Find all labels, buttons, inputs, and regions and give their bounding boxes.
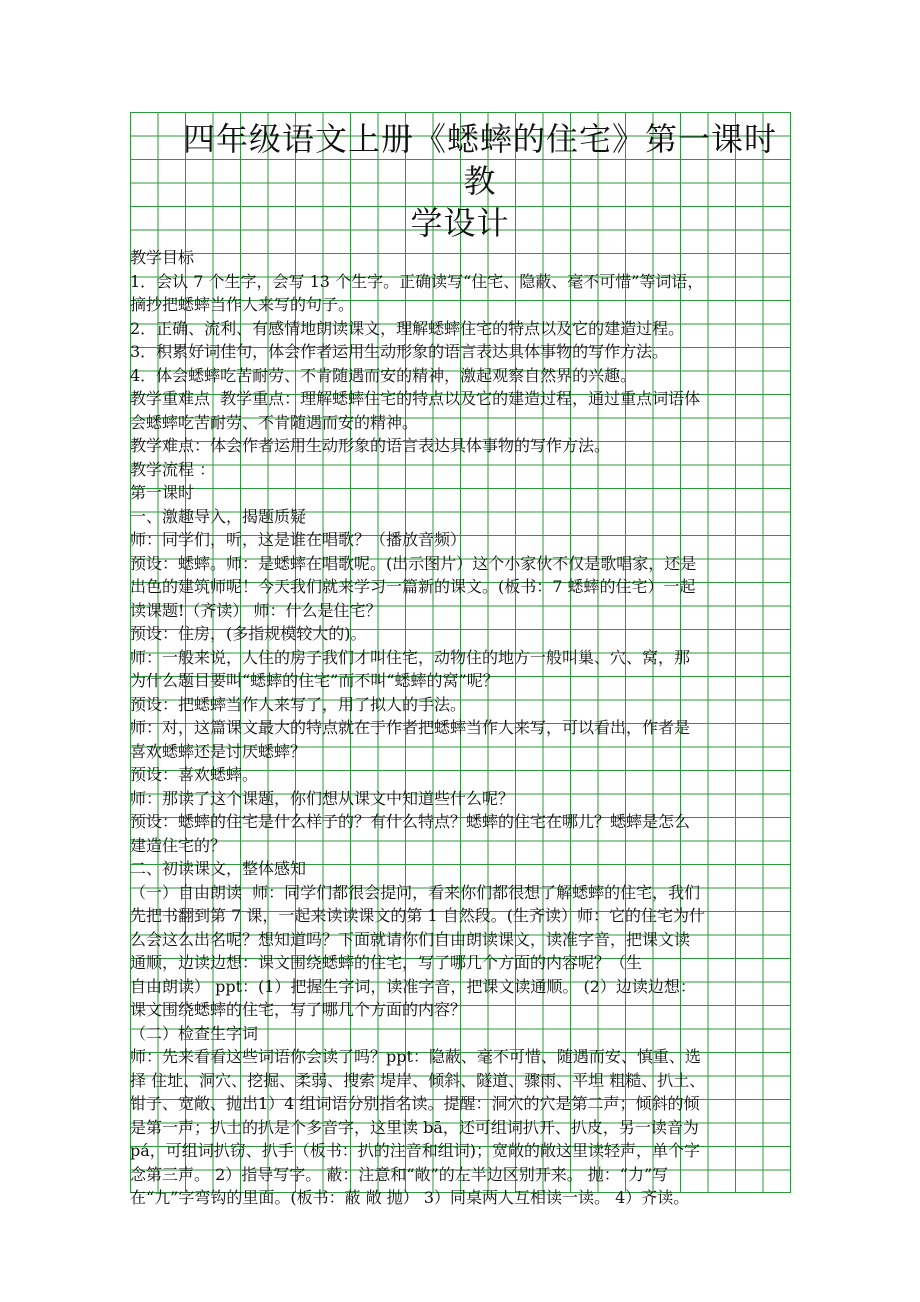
text-line: 教学难点：体会作者运用生动形象的语言表达具体事物的写作方法。: [130, 436, 611, 455]
text-line: 教学目标: [130, 248, 195, 267]
title-line-1: 四年级语文上册《蟋蟀的住宅》第一课时教: [182, 120, 777, 200]
text-line: 2．正确、流利、有感情地朗读课文，理解蟋蟀住宅的特点以及它的建造过程。: [130, 318, 685, 338]
text-line: 为什么题目要叫“蟋蟀的住宅”而不叫“蟋蟀的窝”呢？: [130, 671, 499, 690]
text-line: （一）自由朗读 师：同学们都很会提问，看来你们都很想了解蟋蟀的住宅，我们: [130, 882, 701, 902]
text-line: 师：对，这篇课文最大的特点就在于作者把蟋蟀当作人来写，可以看出，作者是: [130, 718, 691, 737]
text-line: 是第一声；扒土的扒是个多音字，这里读 bā，还可组词扒开、扒皮，另一读音为: [130, 1117, 699, 1137]
text-line: 么会这么出名呢？想知道吗？下面就请你们自由朗读课文，读准字音，把课文读: [130, 929, 691, 949]
text-line: 会蟋蟀吃苦耐劳、不肯随遇而安的精神。: [130, 412, 419, 432]
text-line: 读课题!（齐读） 师：什么是住宅？: [130, 600, 382, 620]
text-line: 师：那读了这个课题，你们想从课文中知道些什么呢？: [130, 788, 515, 808]
text-line: 第一课时: [130, 483, 195, 502]
text-line: 教学重难点 教学重点：理解蟋蟀住宅的特点以及它的建造过程，通过重点词语体: [130, 389, 701, 408]
document-body: [130, 246, 790, 1210]
document-page: [130, 112, 791, 1207]
text-line: 通顺，边读边想：课文围绕蟋蟀的住宅，写了哪几个方面的内容呢？（生: [130, 953, 643, 972]
text-line: 师：一般来说，人住的房子我们才叫住宅，动物住的地方一般叫巢、穴、窝，那: [130, 647, 691, 667]
text-line: 预设：喜欢蟋蟀。: [130, 765, 259, 784]
text-line: 摘抄把蟋蟀当作人来写的句子。: [130, 295, 355, 314]
text-line: 师：同学们，听，这是谁在唱歌？（播放音频）: [130, 530, 467, 549]
text-line: 自由朗读） ppt：(1）把握生字词，读准字音，把课文读通顺。 (2）边读边想：: [130, 976, 696, 996]
text-line: 念第三声。 2）指导写字。 蔽：注意和“敞”的左半边区别开来。 抛：“力”写: [130, 1164, 669, 1184]
text-line: 喜欢蟋蟀还是讨厌蟋蟀？: [130, 741, 307, 761]
text-line: 出色的建筑师呢！今天我们就来学习一篇新的课文。(板书：7 蟋蟀的住宅）一起: [130, 577, 696, 596]
document-title: [130, 118, 790, 244]
text-line: 先把书翻到第 7 课，一起来读读课文的第 1 自然段。(生齐读）师：它的住宅为什: [130, 906, 705, 925]
text-line: 预设：蟋蟀的住宅是什么样子的？有什么特点？蟋蟀的住宅在哪儿？蟋蟀是怎么: [130, 812, 691, 831]
text-line: 钳子、宽敞、抛出1）4 组词语分别指名读。提醒：洞穴的穴是第二声；倾斜的倾: [130, 1094, 700, 1113]
text-line: 4．体会蟋蟀吃苦耐劳、不肯随遇而安的精神，激起观察自然界的兴趣。: [130, 365, 637, 385]
text-line: 预设：把蟋蟀当作人来写了，用了拟人的手法。: [130, 694, 467, 714]
text-line: 建造住宅的？: [130, 835, 227, 855]
text-line: 师：先来看看这些词语你会读了吗？ppt：隐蔽、毫不可惜、随遇而安、慎重、选: [130, 1047, 701, 1066]
text-line: 一、激趣导入，揭题质疑: [130, 506, 307, 526]
text-line: 预设：住房，(多指规模较大的)。: [130, 624, 367, 643]
text-line: 3．积累好词佳句，体会作者运用生动形象的语言表达具体事物的写作方法。: [130, 342, 669, 361]
text-line: 在“九”字弯钩的里面。(板书：蔽 敞 抛） 3）同桌两人互相读一读。 4）齐读。: [130, 1188, 690, 1207]
text-line: 二、初读课文，整体感知: [130, 859, 307, 878]
text-line: （二）检查生字词: [130, 1023, 259, 1043]
text-line: 择 住址、洞穴、挖掘、柔弱、搜索 堤岸、倾斜、隧道、骤雨、平坦 粗糙、扒土、: [130, 1070, 706, 1090]
text-line: 课文围绕蟋蟀的住宅，写了哪几个方面的内容？: [130, 1000, 467, 1019]
text-line: 教学流程 ：: [130, 459, 216, 479]
text-line: 预设：蟋蟀。师：是蟋蟀在唱歌呢。(出示图片）这个小家伙不仅是歌唱家，还是: [130, 553, 697, 573]
text-line: pá，可组词扒窃、扒手（板书：扒的注音和组词)；宽敞的敞这里读轻声，单个字: [130, 1141, 701, 1160]
title-line-2: 学设计: [410, 204, 510, 242]
text-line: 1．会认 7 个生字，会写 13 个生字。正确读写“住宅、隐蔽、毫不可惜”等词语，: [130, 271, 704, 291]
